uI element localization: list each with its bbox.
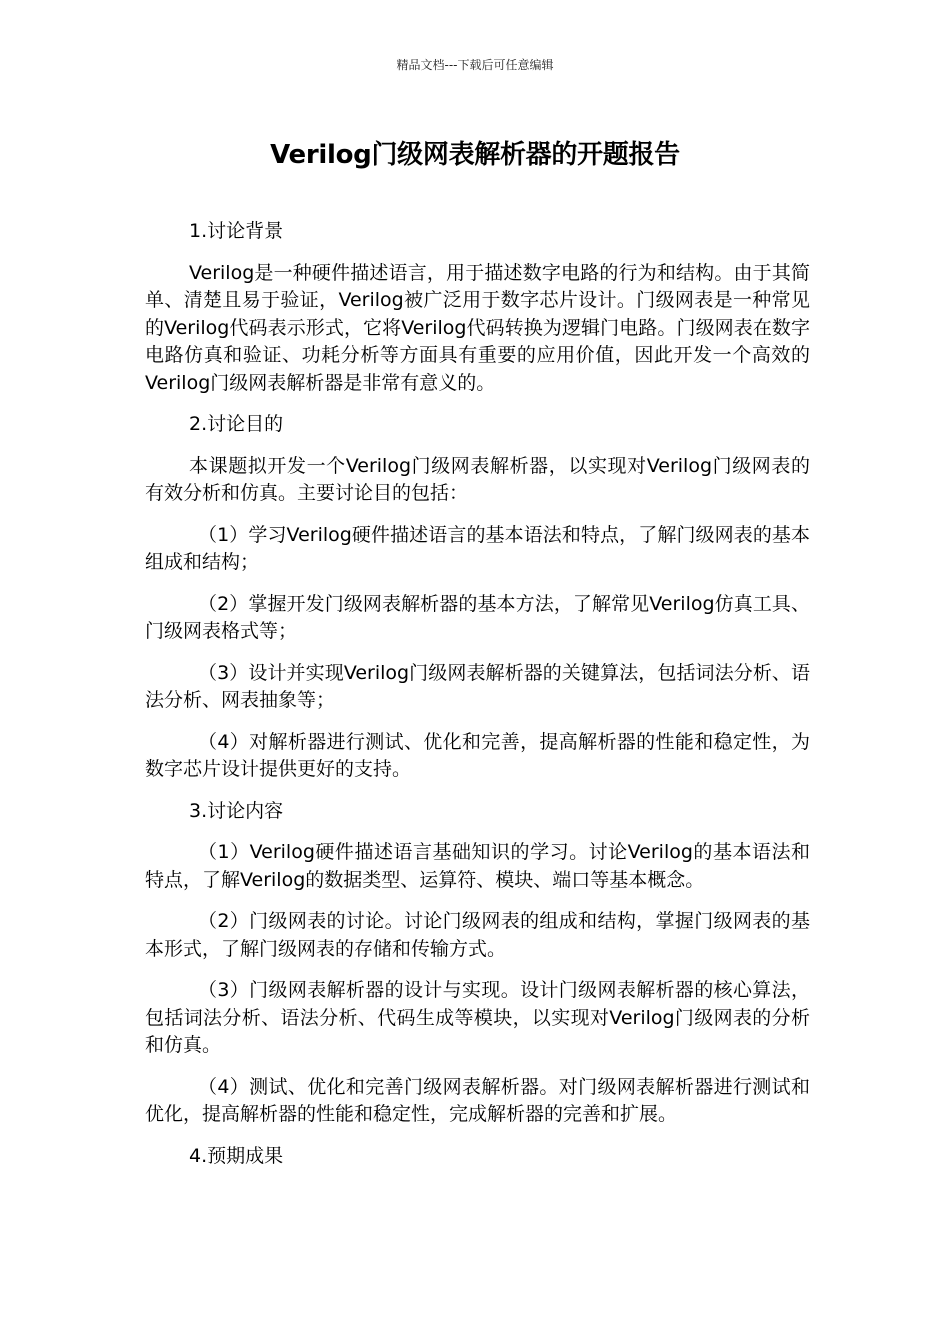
content-item-3: （3）门级网表解析器的设计与实现。设计门级网表解析器的核心算法，包括词法分析、语法分析、代码生成等模块，以实现对Verilog门级网表的分析和仿真。 bbox=[145, 979, 810, 1056]
section-heading-objectives: 2.讨论目的 bbox=[189, 413, 284, 435]
background-paragraph: Verilog是一种硬件描述语言，用于描述数字电路的行为和结构。由于其简单、清楚且易于验证，Verilog被广泛用于数字芯片设计。门级网表是一种常见的Verilog代码表示形式，它将Verilog代码转换为逻辑门电路。门级网表在数字电路仿真和验证、功耗分析等方面具有重要的应用价值，因此开发一个高效的Verilog门级网表解析器是非常有意义的。 bbox=[145, 261, 810, 394]
content-item-1: （1）Verilog硬件描述语言基础知识的学习。讨论Verilog的基本语法和特点，了解Verilog的数据类型、运算符、模块、端口等基本概念。 bbox=[145, 841, 810, 891]
section-heading-background: 1.讨论背景 bbox=[189, 220, 284, 242]
objective-item-3: （3）设计并实现Verilog门级网表解析器的关键算法，包括词法分析、语法分析、网表抽象等； bbox=[145, 661, 810, 711]
section-heading-expected-results: 4.预期成果 bbox=[189, 1144, 284, 1167]
section-heading-content: 3.讨论内容 bbox=[189, 799, 284, 822]
objective-item-4: （4）对解析器进行测试、优化和完善，提高解析器的性能和稳定性，为数字芯片设计提供更好的支持。 bbox=[145, 730, 810, 780]
objectives-intro-paragraph: 本课题拟开发一个Verilog门级网表解析器，以实现对Verilog门级网表的有效分析和仿真。主要讨论目的包括： bbox=[145, 454, 810, 504]
document-body bbox=[145, 218, 810, 1184]
objective-item-2: （2）掌握开发门级网表解析器的基本方法，了解常见Verilog仿真工具、门级网表格式等； bbox=[145, 592, 810, 642]
page-header-note: 精品文档---下载后可任意编辑 bbox=[396, 58, 554, 72]
objective-item-1: （1）学习Verilog硬件描述语言的基本语法和特点，了解门级网表的基本组成和结构； bbox=[145, 523, 810, 573]
content-item-4: （4）测试、优化和完善门级网表解析器。对门级网表解析器进行测试和优化，提高解析器的性能和稳定性，完成解析器的完善和扩展。 bbox=[145, 1075, 810, 1125]
document-title: Verilog门级网表解析器的开题报告 bbox=[270, 140, 680, 170]
content-item-2: （2）门级网表的讨论。讨论门级网表的组成和结构，掌握门级网表的基本形式，了解门级网表的存储和传输方式。 bbox=[145, 910, 810, 960]
